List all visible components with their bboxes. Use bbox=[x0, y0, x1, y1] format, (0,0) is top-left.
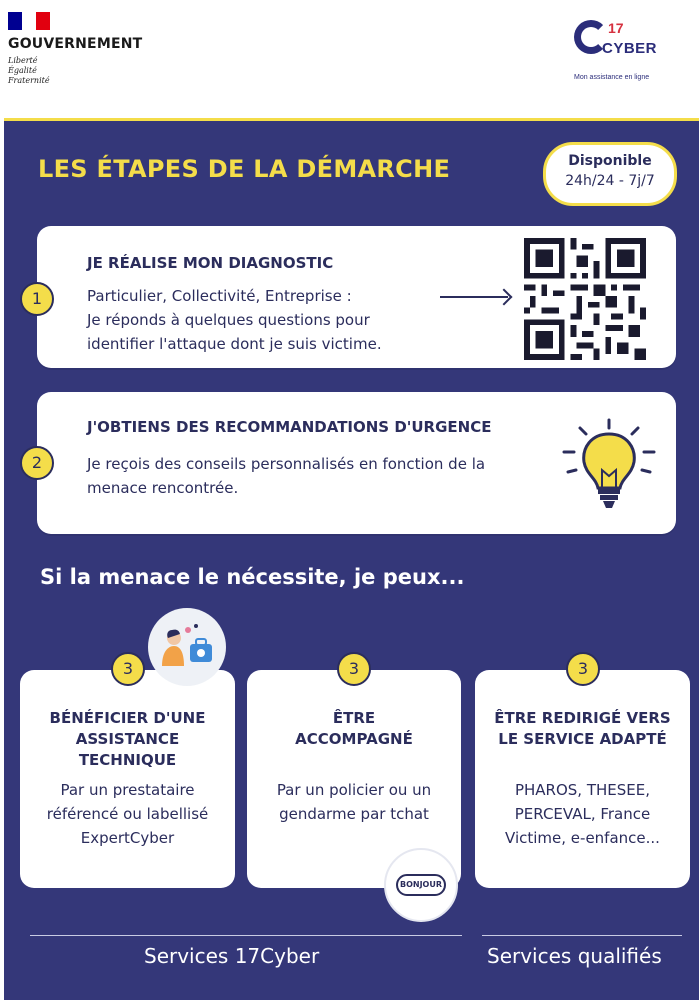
option-text-line: référencé ou labellisé bbox=[46, 805, 209, 823]
step-title: JE RÉALISE MON DIAGNOSTIC bbox=[87, 254, 334, 272]
page-title: LES ÉTAPES DE LA DÉMARCHE bbox=[38, 155, 451, 183]
option-text bbox=[247, 778, 461, 826]
option-text-line: Par un policier ou un bbox=[276, 781, 432, 799]
option-text-line: PERCEVAL, France bbox=[514, 805, 651, 823]
option-title bbox=[247, 708, 461, 750]
availability-label: Disponible bbox=[568, 153, 652, 169]
technician-icon bbox=[148, 608, 226, 686]
option-text bbox=[20, 778, 235, 850]
footer-services-qualified: Services qualifiés bbox=[487, 944, 662, 968]
option-text-line: ExpertCyber bbox=[80, 829, 175, 847]
option-card-redirection bbox=[475, 670, 690, 888]
government-label: GOUVERNEMENT bbox=[8, 36, 143, 52]
motto-line: Égalité bbox=[8, 66, 37, 75]
logo-tagline: Mon assistance en ligne bbox=[574, 74, 650, 81]
logo-word: CYBER bbox=[602, 40, 658, 57]
step-text-line: Particulier, Collectivité, Entreprise : bbox=[87, 287, 352, 305]
step-text-line: menace rencontrée. bbox=[87, 479, 239, 497]
footer-divider bbox=[482, 935, 682, 936]
option-card-technical-assistance bbox=[20, 670, 235, 888]
option-title bbox=[475, 708, 690, 750]
step-text-line: Je reçois des conseils personnalisés en fonction de la bbox=[87, 455, 486, 473]
step-number-badge: 1 bbox=[20, 282, 54, 316]
chat-bubble-icon bbox=[384, 848, 458, 922]
footer-services-17cyber: Services 17Cyber bbox=[144, 944, 320, 968]
17cyber-logo bbox=[568, 18, 678, 88]
step-number-badge: 3 bbox=[566, 652, 600, 686]
availability-badge bbox=[543, 142, 677, 206]
motto-line: Fraternité bbox=[8, 76, 50, 85]
step-number-badge: 3 bbox=[111, 652, 145, 686]
availability-hours: 24h/24 - 7j/7 bbox=[565, 173, 655, 189]
step-number-badge: 3 bbox=[337, 652, 371, 686]
french-flag-icon bbox=[8, 12, 50, 30]
option-title-line: BÉNÉFICIER D'UNE bbox=[49, 709, 206, 727]
section-subtitle: Si la menace le nécessite, je peux... bbox=[40, 565, 465, 589]
header bbox=[0, 0, 699, 118]
motto-line: Liberté bbox=[8, 56, 38, 65]
arrow-right-icon bbox=[440, 296, 508, 298]
option-text-line: Victime, e-enfance... bbox=[505, 829, 660, 847]
step-text-line: identifier l'attaque dont je suis victime. bbox=[87, 335, 382, 353]
lightbulb-icon bbox=[558, 418, 660, 514]
qr-code-icon[interactable] bbox=[524, 238, 646, 360]
option-title-line: ÊTRE bbox=[332, 709, 376, 727]
option-text-line: gendarme par tchat bbox=[279, 805, 429, 823]
option-text-line: Par un prestataire bbox=[60, 781, 195, 799]
chat-bubble-text: BONJOUR bbox=[396, 874, 446, 896]
step-title: J'OBTIENS DES RECOMMANDATIONS D'URGENCE bbox=[87, 418, 492, 436]
option-title-line: ÊTRE REDIRIGÉ VERS bbox=[494, 709, 671, 727]
footer-divider bbox=[30, 935, 462, 936]
option-title-line: TECHNIQUE bbox=[78, 751, 177, 769]
option-title-line: LE SERVICE ADAPTÉ bbox=[498, 730, 667, 748]
logo-number: 17 bbox=[608, 20, 624, 36]
option-text-line: PHAROS, THESEE, bbox=[514, 781, 651, 799]
step-number-badge: 2 bbox=[20, 446, 54, 480]
option-title-line: ACCOMPAGNÉ bbox=[295, 730, 413, 748]
option-title-line: ASSISTANCE bbox=[75, 730, 180, 748]
option-text bbox=[475, 778, 690, 850]
step-text-line: Je réponds à quelques questions pour bbox=[87, 311, 370, 329]
option-title bbox=[20, 708, 235, 771]
